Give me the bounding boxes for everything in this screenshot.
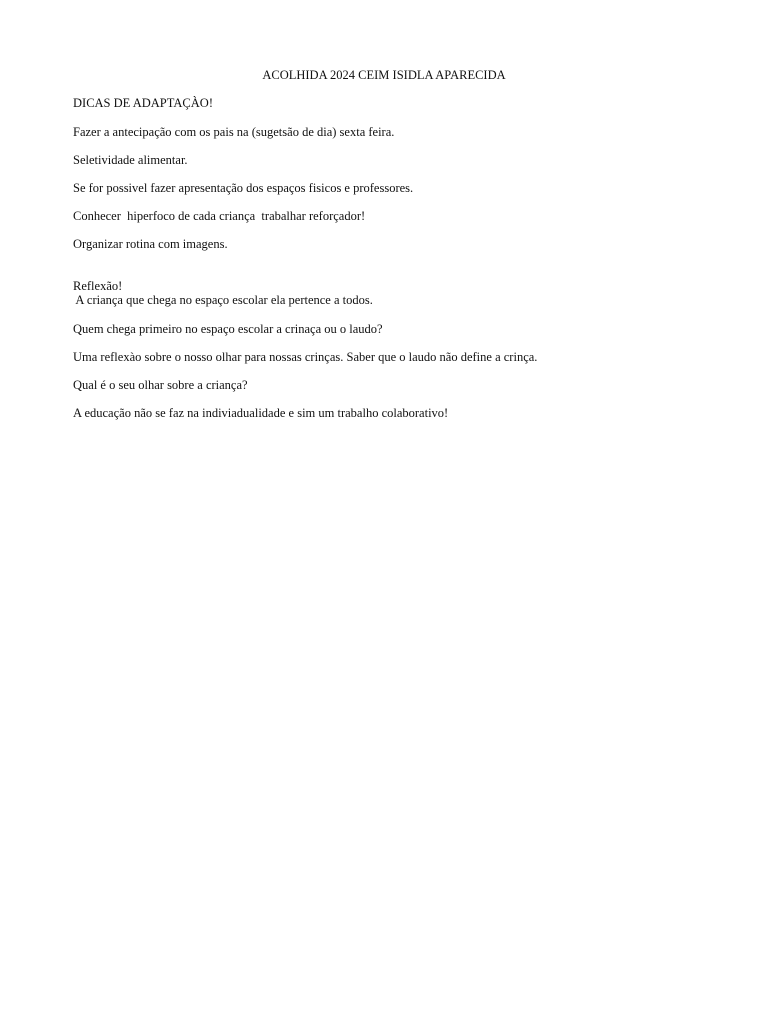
tip-item: Se for possivel fazer apresentação dos espaços fisicos e professores. bbox=[73, 181, 414, 195]
reflection-item: A criança que chega no espaço escolar ela pertence a todos. bbox=[73, 293, 373, 307]
reflection-item: A educação não se faz na indiviadualidade e sim um trabalho colaborativo! bbox=[73, 406, 449, 420]
tip-item: Fazer a antecipação com os pais na (sugetsão de dia) sexta feira. bbox=[73, 125, 395, 139]
document-title: ACOLHIDA 2024 CEIM ISIDLA APARECIDA bbox=[262, 68, 506, 82]
tip-item: Organizar rotina com imagens. bbox=[73, 237, 228, 251]
tip-item: Seletividade alimentar. bbox=[73, 153, 188, 167]
reflection-item: Quem chega primeiro no espaço escolar a crinaça ou o laudo? bbox=[73, 322, 383, 336]
section-heading-reflection: Reflexão! bbox=[73, 279, 123, 293]
reflection-item: Uma reflexào sobre o nosso olhar para nossas crinças. Saber que o laudo não define a crinça. bbox=[73, 350, 538, 364]
tip-item: Conhecer hiperfoco de cada criança trabalhar reforçador! bbox=[73, 209, 366, 223]
reflection-item: Qual é o seu olhar sobre a criança? bbox=[73, 378, 248, 392]
section-heading-tips: DICAS DE ADAPTAÇÀO! bbox=[73, 96, 213, 110]
